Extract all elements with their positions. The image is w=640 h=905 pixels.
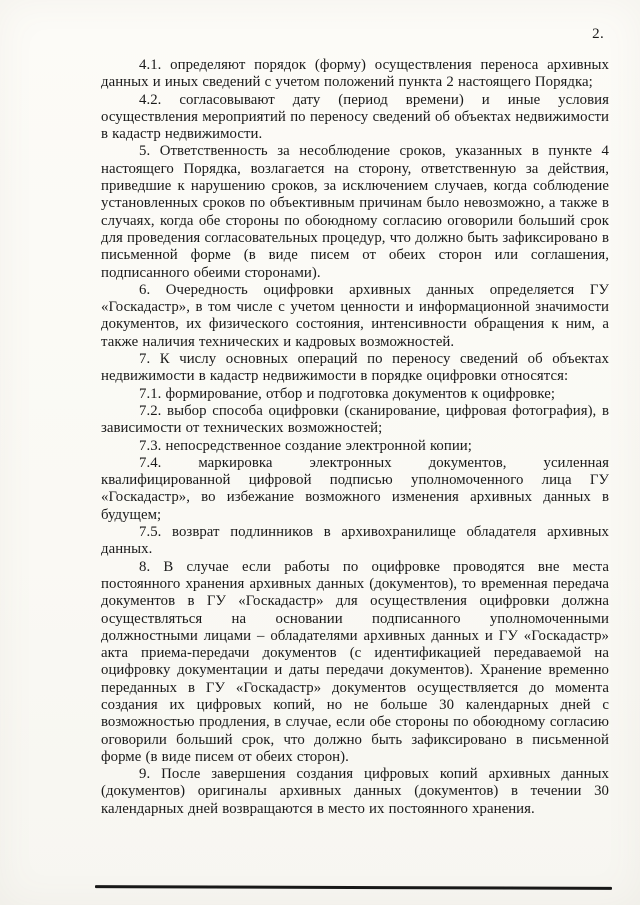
paragraph-7-3: 7.3. непосредственное создание электронной копии; [139, 437, 472, 454]
scan-edge-artifact [95, 885, 612, 889]
document-body [101, 57, 609, 818]
paragraph-7-1: 7.1. формирование, отбор и подготовка документов к оцифровке; [139, 385, 555, 402]
paragraph-4-2: 4.2. согласовывают дату (период времени) и иные условия осуществления мероприятий по переносу сведений об объектах недвижимости в кадастр недвижимости. [101, 91, 609, 143]
paragraph-6: 6. Очередность оцифровки архивных данных определяется ГУ «Госкадастр», в том числе с учетом ценности и информационной значимости документов, их физического состояния, интенсивности обращения к ним, а также наличия технических и кадровых возможностей. [101, 281, 609, 350]
paragraph-5: 5. Ответственность за несоблюдение сроков, указанных в пункте 4 настоящего Порядка, возлагается на сторону, ответственную за действия, приведшие к нарушению сроков, за исключением случаев, когда соблюдение установленных сроков по объективным причинам было невозможно, а также в случаях, когда обе стороны по обоюдному согласию оговорили больший срок для проведения согласовательных процедур, что должно быть зафиксировано в письменной форме (в виде писем от обеих сторон или соглашения, подписанного обеими сторонами). [101, 143, 609, 281]
paragraph-9: 9. После завершения создания цифровых копий архивных данных (документов) оригиналы архивных данных (документов) в течении 30 календарных дней возвращаются в место их постоянного хранения. [101, 766, 609, 817]
paragraph-7-2: 7.2. выбор способа оцифровки (сканирование, цифровая фотография), в зависимости от технических возможностей; [101, 402, 609, 437]
paragraph-8: 8. В случае если работы по оцифровке проводятся вне места постоянного хранения архивных данных (документов), то временная передача документов в ГУ «Госкадастр» для осуществления оцифровки должна осуществляться на основании подписанного уполномоченными должностными лицами – обладателями архивных данных и ГУ «Госкадастр» акта приема-передачи документов (с идентификацией передаваемой на оцифровку документации и даты передачи документов). Хранение временно переданных в ГУ «Госкадастр» документов осуществляется до момента создания их цифровых копий, но не больше 30 календарных дней с возможностью продления, в случае, если обе стороны по обоюдному согласию оговорили больший срок, что должно быть зафиксировано в письменной форме (в виде писем от обеих сторон). [101, 558, 609, 765]
paragraph-4-1: 4.1. определяют порядок (форму) осуществления переноса архивных данных и иных сведений с учетом положений пункта 2 настоящего Порядка; [101, 57, 609, 91]
page-number: 2. [592, 26, 604, 42]
paragraph-7: 7. К числу основных операций по переносу сведений об объектах недвижимости в кадастр недвижимости в порядке оцифровки относятся: [101, 351, 609, 385]
paragraph-7-4: 7.4. маркировка электронных документов, усиленная квалифицированной цифровой подписью уполномоченного лица ГУ «Госкадастр», во избежание возможного изменения архивных данных в будущем; [101, 454, 609, 523]
paragraph-7-5: 7.5. возврат подлинников в архивохранилище обладателя архивных данных. [101, 524, 609, 558]
